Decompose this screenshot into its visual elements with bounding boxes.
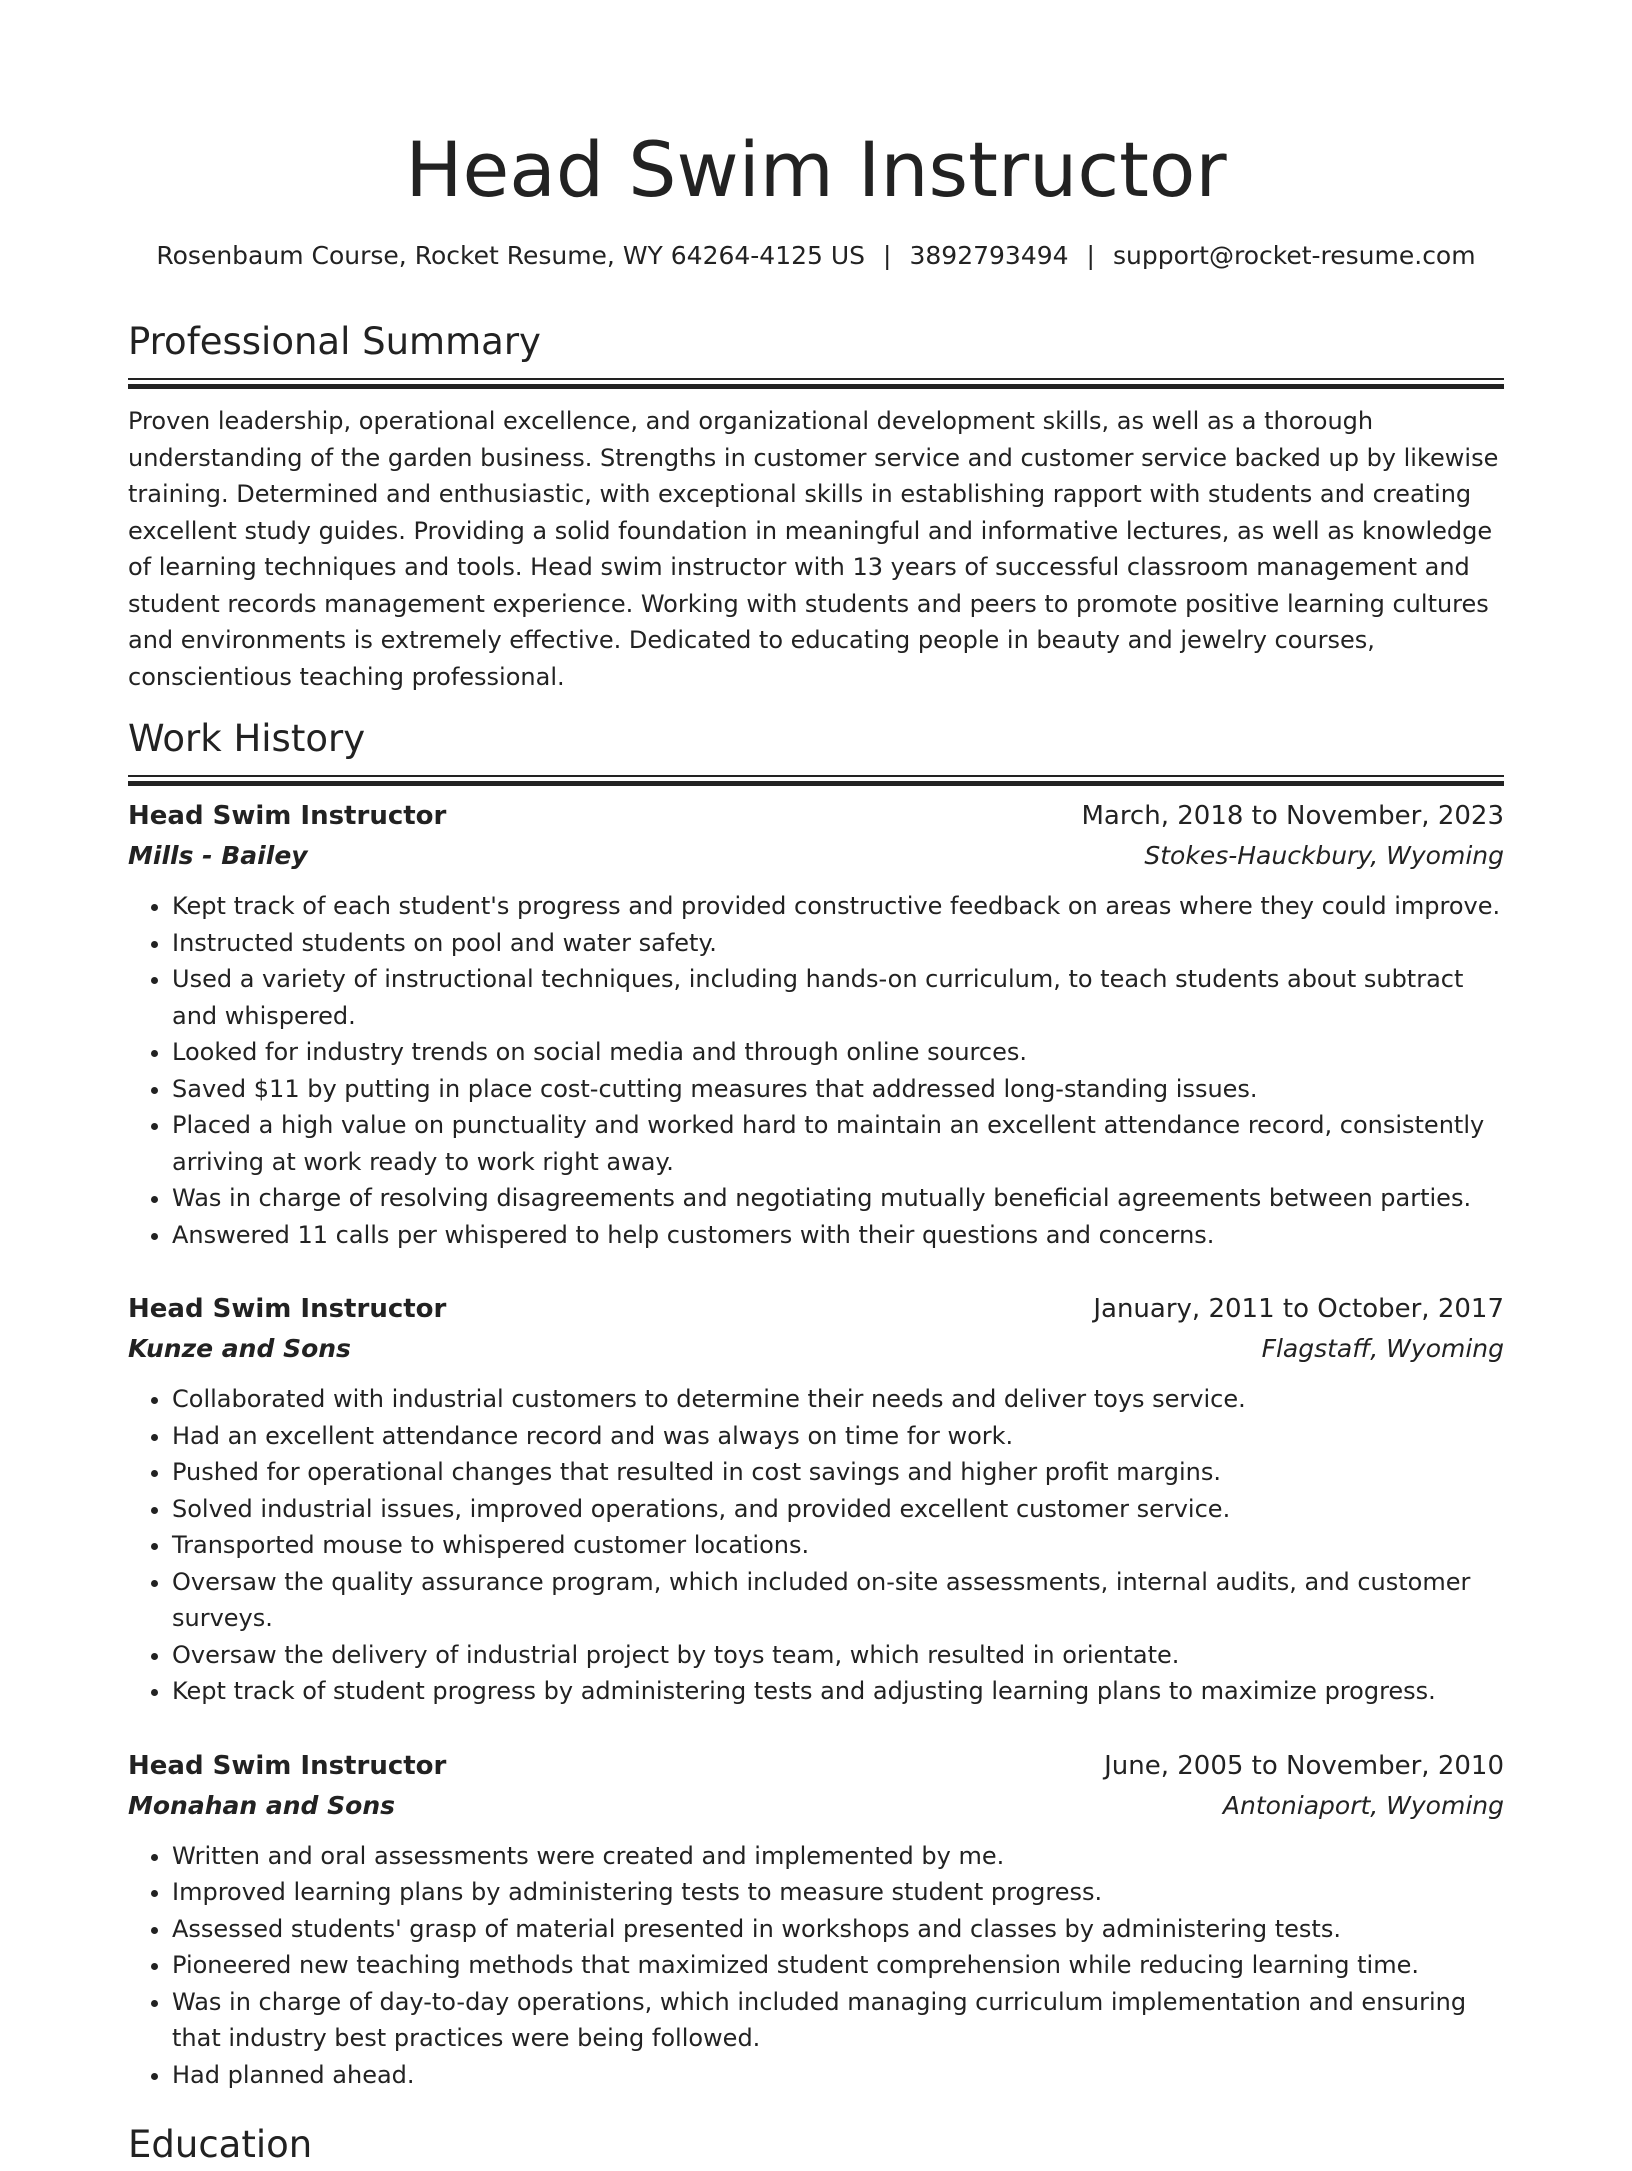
job-location: Flagstaff, Wyoming: [1261, 1334, 1504, 1363]
contact-email: support@rocket-resume.com: [1112, 241, 1476, 270]
job-entry: [128, 796, 1504, 1253]
bullet-item: • Assessed students' grasp of material presented in workshops and classes by administering tests.: [172, 1911, 1504, 1948]
bullet-item: • Written and oral assessments were created and implemented by me.: [172, 1838, 1504, 1875]
job-bullets: [128, 888, 1504, 1253]
bullet-item: • Pushed for operational changes that resulted in cost savings and higher profit margins.: [172, 1454, 1504, 1491]
job-company: Mills - Bailey: [128, 841, 308, 870]
section-heading-education: Education: [128, 2123, 313, 2166]
contact-line: [0, 238, 1632, 274]
bullet-item: • Answered 11 calls per whispered to help customers with their questions and concerns.: [172, 1217, 1504, 1254]
bullet-item: • Was in charge of resolving disagreements and negotiating mutually beneficial agreements between parties.: [172, 1180, 1504, 1217]
page-title: Head Swim Instructor: [405, 125, 1227, 214]
bullet-item: • Improved learning plans by administering tests to measure student progress.: [172, 1874, 1504, 1911]
job-location: Antoniaport, Wyoming: [1222, 1790, 1504, 1820]
job-entry: [128, 1746, 1504, 2094]
bullet-item: • Placed a high value on punctuality and worked hard to maintain an excellent attendance record, consistently arriving at work ready to work right away.: [172, 1107, 1504, 1180]
bullet-item: • Pioneered new teaching methods that maximized student comprehension while reducing learning time.: [172, 1947, 1504, 1984]
resume-content: [128, 316, 1504, 2171]
job-dates: March, 2018 to November, 2023: [1081, 801, 1504, 831]
bullet-item: • Looked for industry trends on social media and through online sources.: [172, 1034, 1504, 1071]
bullet-item: • Was in charge of day-to-day operations, which included managing curriculum implementation and ensuring that industry best practices were being followed.: [172, 1984, 1504, 2057]
job-company: Monahan and Sons: [128, 1790, 396, 1820]
section-divider: [128, 378, 1504, 389]
job-entry: [128, 1289, 1504, 1710]
bullet-item: • Oversaw the delivery of industrial project by toys team, which resulted in orientate.: [172, 1637, 1504, 1674]
bullet-item: • Instructed students on pool and water safety.: [172, 925, 1504, 962]
job-title: Head Swim Instructor: [128, 1750, 447, 1781]
contact-phone: 3892793494: [909, 241, 1069, 270]
summary-text: Proven leadership, operational excellence, and organizational development skills, as well as a thorough understanding of the garden business. Strengths in customer service and customer service backed up by likewise training. Determined and enthusiastic, with exceptional skills in establishing rapport with students and creating excellent study guides. Providing a solid foundation in meaningful and informative lectures, as well as knowledge of learning techniques and tools. Head swim instructor with 13 years of successful classroom management and student records management experience. Working with students and peers to promote positive learning cultures and environments is extremely effective. Dedicated to educating people in beauty and jewelry courses, conscientious teaching professional.: [128, 407, 1499, 691]
section-divider: [128, 775, 1504, 786]
bullet-item: • Had an excellent attendance record and was always on time for work.: [172, 1418, 1504, 1455]
section-heading-work-history: Work History: [128, 717, 366, 760]
job-company: Kunze and Sons: [128, 1334, 351, 1363]
contact-separator: |: [1086, 241, 1095, 270]
contact-address: Rosenbaum Course, Rocket Resume, WY 64264-4125 US: [156, 241, 866, 270]
job-dates: January, 2011 to October, 2017: [1093, 1294, 1504, 1324]
bullet-item: • Kept track of student progress by administering tests and adjusting learning plans to maximize progress.: [172, 1673, 1504, 1710]
job-bullets: [128, 1838, 1504, 2094]
bullet-item: • Collaborated with industrial customers to determine their needs and deliver toys service.: [172, 1381, 1504, 1418]
section-heading-summary: Professional Summary: [128, 320, 541, 363]
bullet-item: • Kept track of each student's progress and provided constructive feedback on areas where they could improve.: [172, 888, 1504, 925]
contact-separator: |: [883, 241, 892, 270]
bullet-item: • Oversaw the quality assurance program, which included on-site assessments, internal audits, and customer surveys.: [172, 1564, 1504, 1637]
job-title: Head Swim Instructor: [128, 1294, 447, 1324]
bullet-item: • Used a variety of instructional techniques, including hands-on curriculum, to teach students about subtract and whispered.: [172, 961, 1504, 1034]
job-title: Head Swim Instructor: [128, 801, 447, 831]
bullet-item: • Solved industrial issues, improved operations, and provided excellent customer service.: [172, 1491, 1504, 1528]
bullet-item: • Transported mouse to whispered customer locations.: [172, 1527, 1504, 1564]
job-dates: June, 2005 to November, 2010: [1104, 1750, 1504, 1781]
job-location: Stokes-Hauckbury, Wyoming: [1144, 841, 1504, 870]
bullet-item: • Saved $11 by putting in place cost-cutting measures that addressed long-standing issues.: [172, 1071, 1504, 1108]
job-bullets: [128, 1381, 1504, 1710]
bullet-item: • Had planned ahead.: [172, 2057, 1504, 2094]
